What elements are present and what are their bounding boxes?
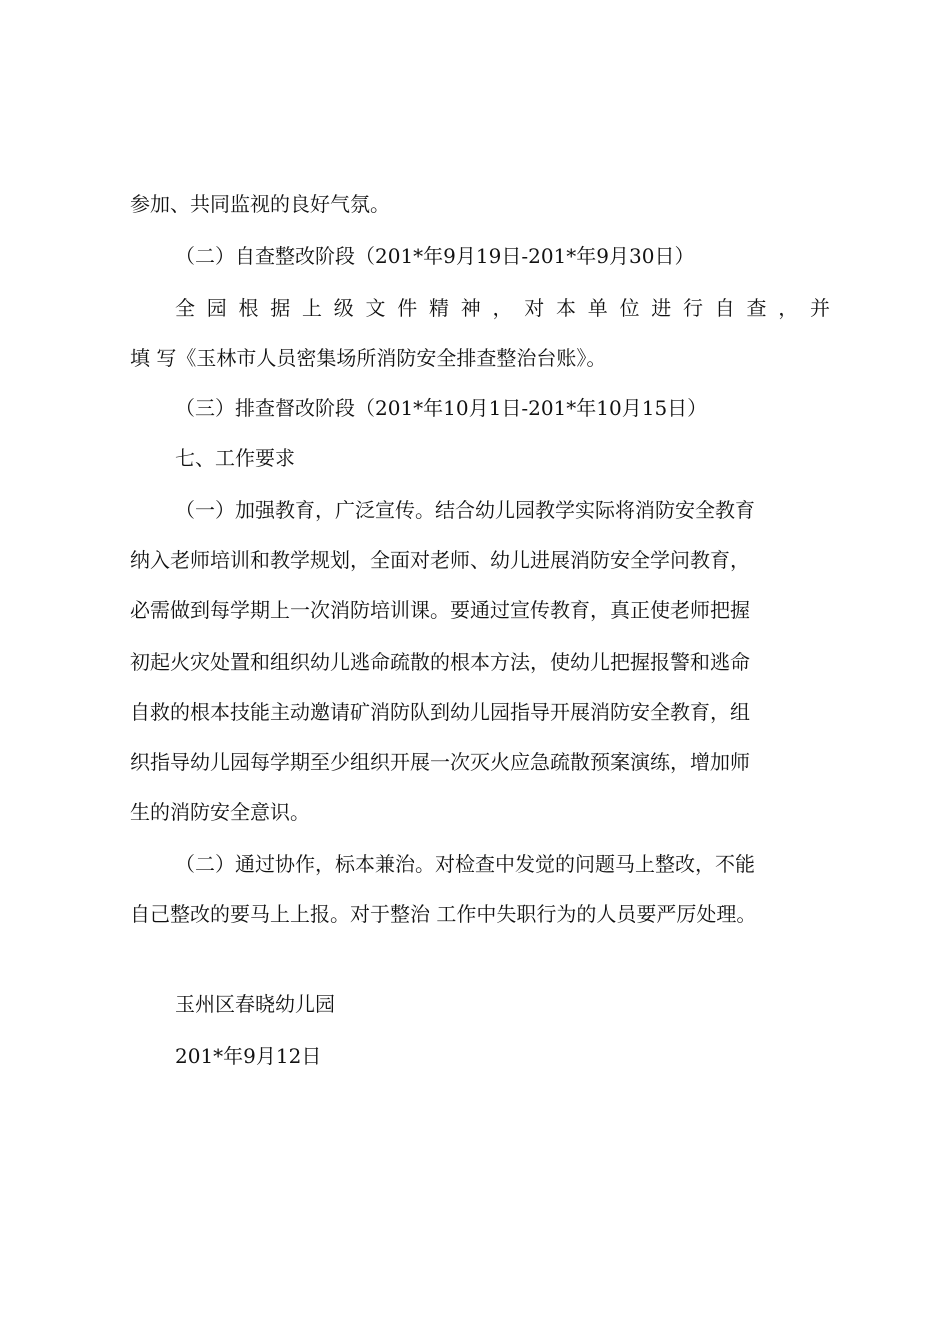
stage-heading: （三）排查督改阶段（201*年10月1日-201*年10月15日） [175, 396, 708, 420]
justified-char: 精 [429, 296, 449, 320]
justified-char: 并 [810, 296, 830, 320]
justified-char: 本 [556, 296, 576, 320]
justified-char: 级 [333, 296, 354, 320]
paragraph-line: 填 写《玉林市人员密集场所消防安全排查整治台账》。 [130, 346, 607, 370]
paragraph-line: 织指导幼儿园每学期至少组织开展一次灭火应急疏散预案演练，增加师 [130, 750, 750, 774]
paragraph-line: 初起火灾处置和组织幼儿逃命疏散的根本方法，使幼儿把握报警和逃命 [130, 650, 750, 674]
justified-char: 上 [302, 296, 322, 320]
paragraph-line: 自己整改的要马上上报。对于整治 工作中失职行为的人员要严厉处理。 [130, 902, 757, 926]
justified-char: 单 [587, 296, 608, 320]
justified-char: 位 [619, 296, 640, 320]
justified-char: 据 [270, 296, 291, 320]
paragraph-line: 纳入老师培训和教学规划，全面对老师、幼儿进展消防安全学问教育， [130, 548, 750, 572]
paragraph-line: 生的消防安全意识。 [130, 800, 310, 824]
justified-char: 进 [651, 296, 672, 320]
justified-char: 神 [460, 296, 481, 320]
paragraph-line: 自救的根本技能主动邀请矿消防队到幼儿园指导开展消防安全教育，组 [130, 700, 750, 724]
justified-char: 自 [714, 296, 735, 320]
section-heading: 七、工作要求 [175, 446, 295, 470]
paragraph-line-justified [175, 296, 830, 320]
justified-char: 全 [175, 296, 195, 320]
justified-char: 园 [206, 296, 227, 320]
paragraph-line: （一）加强教育，广泛宣传。结合幼儿园教学实际将消防安全教育 [175, 498, 755, 522]
justified-char: ， [778, 296, 799, 320]
justified-char: ， [492, 296, 513, 320]
justified-char: 行 [683, 296, 703, 320]
justified-char: 根 [238, 296, 259, 320]
paragraph-line: （二）通过协作，标本兼治。对检查中发觉的问题马上整改，不能 [175, 852, 755, 876]
justified-char: 查 [746, 296, 767, 320]
signature-organization: 玉州区春晓幼儿园 [175, 992, 335, 1016]
justified-char: 对 [524, 296, 545, 320]
justified-char: 文 [365, 296, 386, 320]
paragraph-line: 参加、共同监视的良好气氛。 [130, 192, 390, 216]
paragraph-line: 必需做到每学期上一次消防培训课。要通过宣传教育，真正使老师把握 [130, 598, 750, 622]
justified-char: 件 [397, 296, 418, 320]
signature-date: 201*年9月12日 [175, 1044, 322, 1068]
stage-heading: （二）自查整改阶段（201*年9月19日-201*年9月30日） [175, 244, 695, 268]
